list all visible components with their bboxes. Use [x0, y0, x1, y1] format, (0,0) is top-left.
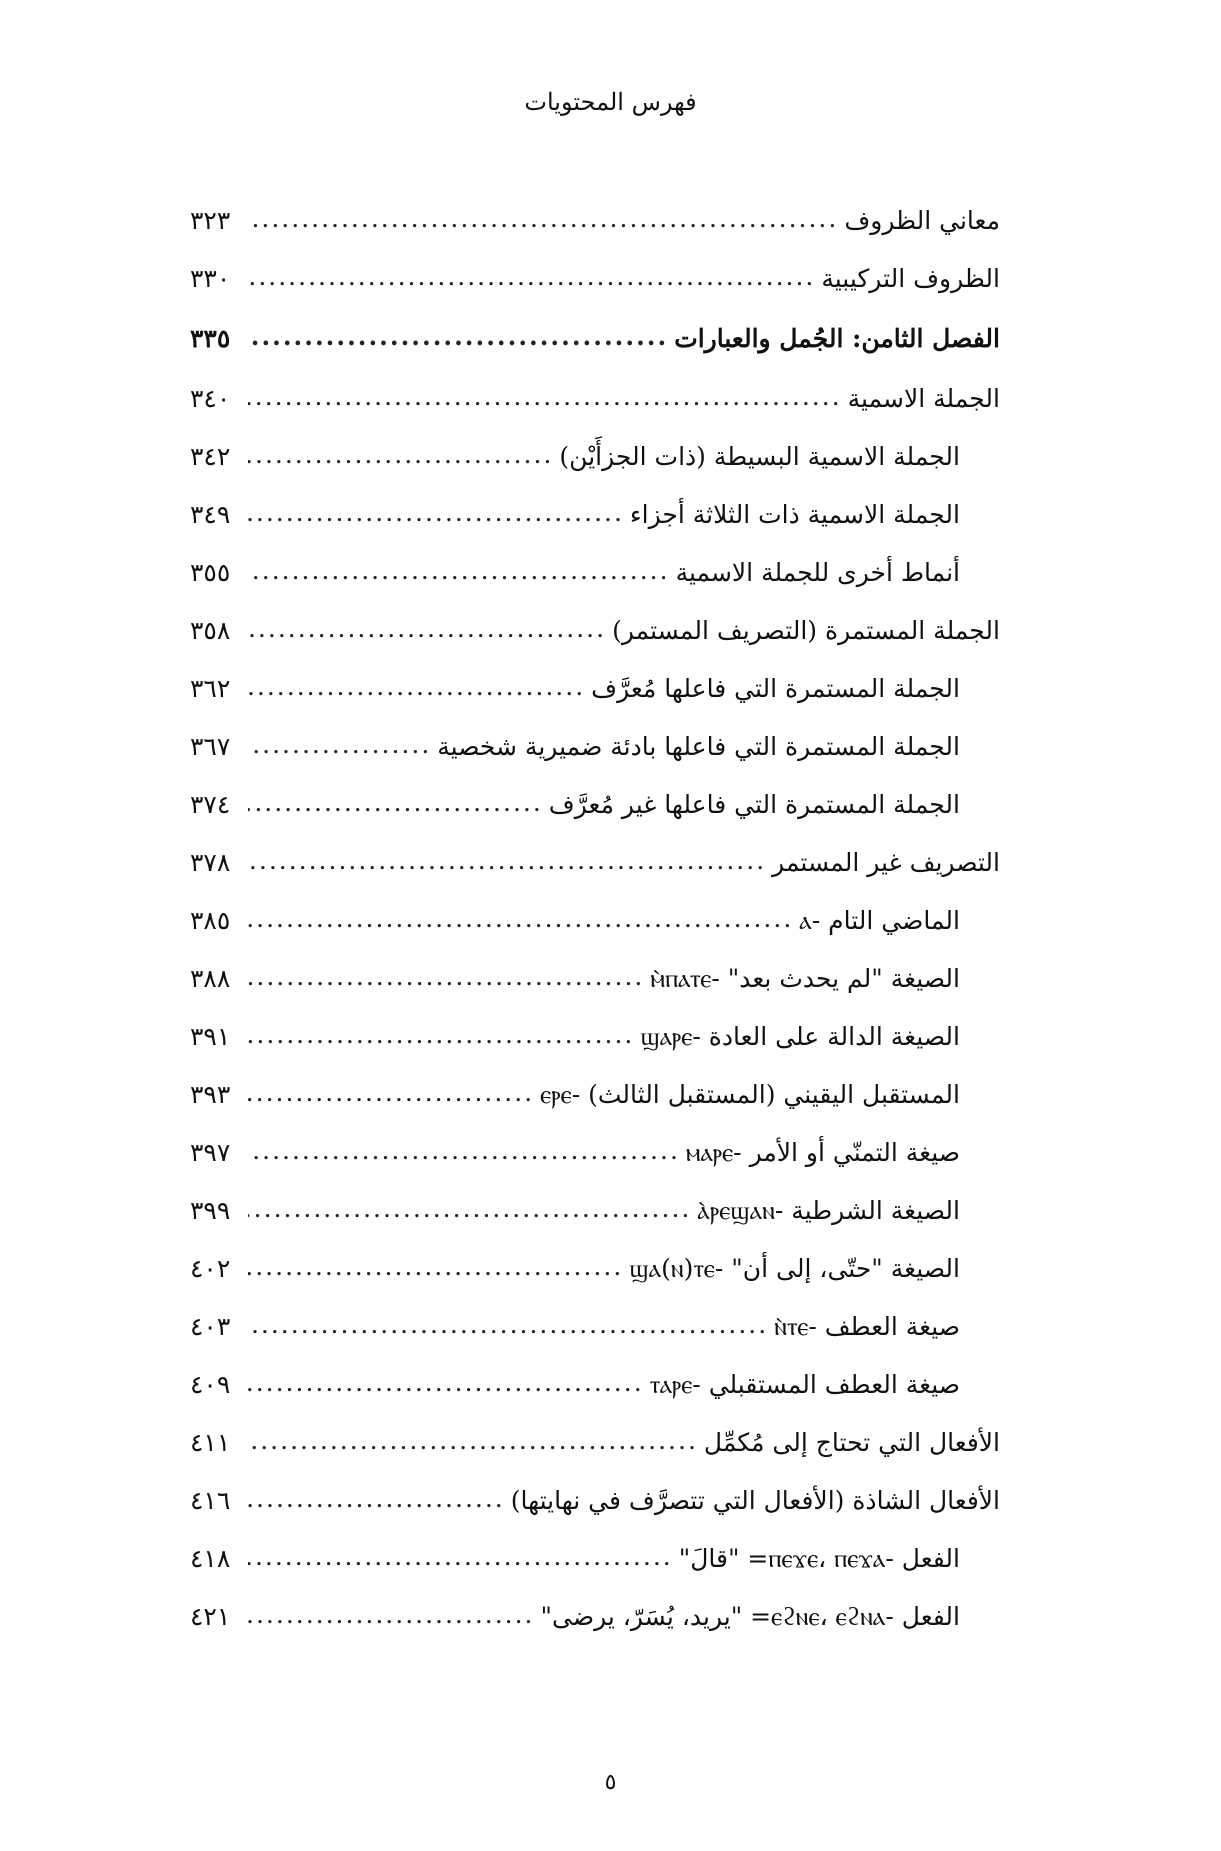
toc-entry	[190, 1414, 1000, 1472]
dot-leader	[248, 600, 606, 658]
toc-entry	[190, 1124, 1000, 1182]
toc-entry-page: ٤٠٣	[190, 1312, 231, 1341]
toc-entry	[190, 1588, 1000, 1646]
toc-entry-title: الأفعال التي تحتاج إلى مُكمِّل	[703, 1428, 1000, 1457]
toc-entry-title: معاني الظروف	[844, 206, 1000, 235]
toc-entry-title: الصيغة "لم يحدث بعد" -ⲙ̀ⲡⲁⲧⲉ	[650, 964, 960, 993]
dot-leader	[248, 1006, 634, 1064]
toc-entry-title: الجملة الاسمية البسيطة (ذات الجزأَيْن)	[559, 442, 960, 471]
dot-leader	[248, 1180, 691, 1238]
toc-entry-page: ٣٣٥	[190, 324, 231, 353]
toc-entry-page: ٤١١	[190, 1428, 231, 1457]
toc-entry	[190, 1182, 1000, 1240]
toc-entry-page: ٣٦٧	[190, 732, 231, 761]
dot-leader	[248, 774, 543, 832]
toc-entry-title: الفصل الثامن: الجُمل والعبارات	[674, 324, 1000, 353]
dot-leader	[248, 832, 766, 890]
toc-entry	[190, 1530, 1000, 1588]
dot-leader	[248, 658, 585, 716]
toc-entry	[190, 192, 1000, 250]
toc-entry-page: ٣٩١	[190, 1022, 231, 1051]
toc-entry	[190, 950, 1000, 1008]
dot-leader	[248, 1528, 673, 1586]
dot-leader	[248, 1064, 534, 1122]
toc-entry-page: ٣٥٨	[190, 616, 231, 645]
toc-entry-title: الصيغة "حتّى، إلى أن" -ϣⲁ(ⲛ)ⲧⲉ	[629, 1254, 960, 1283]
toc-entry	[190, 486, 1000, 544]
dot-leader	[248, 1238, 623, 1296]
toc-entry-title: الجملة المستمرة (التصريف المستمر)	[612, 616, 1000, 645]
toc-chapter-entry	[190, 310, 1000, 368]
toc-entry-title: أنماط أخرى للجملة الاسمية	[675, 558, 960, 587]
toc-entry-page: ٣٧٨	[190, 848, 231, 877]
toc-entry	[190, 1008, 1000, 1066]
toc-entry	[190, 660, 1000, 718]
dot-leader	[248, 368, 842, 426]
toc-entry	[190, 1240, 1000, 1298]
toc-entry-title: الأفعال الشاذة (الأفعال التي تتصرَّف في نهايتها)	[510, 1486, 1000, 1515]
toc-entry-page: ٣٦٢	[190, 674, 231, 703]
toc-entry-title: الفعل -ⲉϩⲛⲉ، ⲉϩⲛⲁ= "يريد، يُسَرّ، يرضى"	[540, 1602, 960, 1631]
toc-entry-page: ٤٢١	[190, 1602, 231, 1631]
toc-entry-page: ٣٢٣	[190, 206, 231, 235]
dot-leader	[248, 948, 644, 1006]
toc-entry	[190, 428, 1000, 486]
dot-leader	[248, 1296, 768, 1354]
toc-entry-title: الصيغة الدالة على العادة -ϣⲁⲣⲉ	[640, 1022, 960, 1051]
toc-entry-title: الجملة المستمرة التي فاعلها بادئة ضميرية شخصية	[437, 732, 960, 761]
toc-entry-title: الجملة الاسمية	[847, 384, 1000, 413]
dot-leader	[248, 542, 670, 600]
toc-entry	[190, 718, 1000, 776]
dot-leader	[248, 716, 431, 774]
toc-entry-page: ٣٤٢	[190, 442, 231, 471]
toc-entry	[190, 776, 1000, 834]
running-head: فهرس المحتويات	[524, 88, 697, 116]
toc-entry-page: ٤٠٢	[190, 1254, 231, 1283]
toc-entry	[190, 250, 1000, 308]
dot-leader	[248, 1586, 535, 1644]
toc-entry-page: ٤٠٩	[190, 1370, 231, 1399]
dot-leader	[248, 426, 553, 484]
toc-entry-title: الماضي التام -ⲁ	[799, 906, 960, 935]
toc-entry-page: ٣٩٩	[190, 1196, 231, 1225]
toc-entry-title: الفعل -ⲡⲉϫⲉ، ⲡⲉϫⲁ= "قالَ"	[678, 1544, 960, 1573]
toc-entry-title: صيغة العطف المستقبلي -ⲧⲁⲣⲉ	[649, 1370, 960, 1399]
toc-entry-page: ٣٣٠	[190, 264, 231, 293]
dot-leader	[248, 1412, 698, 1470]
toc-entry	[190, 1066, 1000, 1124]
toc-entry	[190, 1356, 1000, 1414]
toc-entry	[190, 892, 1000, 950]
toc-entry-title: الجملة المستمرة التي فاعلها غير مُعرَّف	[548, 790, 960, 819]
toc-entry	[190, 370, 1000, 428]
toc-entry-title: الظروف التركيبية	[821, 264, 1000, 293]
toc-entry-page: ٣٩٣	[190, 1080, 231, 1109]
toc-entry-page: ٣٤٩	[190, 500, 231, 529]
dot-leader	[248, 248, 815, 306]
toc-entry	[190, 544, 1000, 602]
toc-entry-title: التصريف غير المستمر	[772, 848, 1000, 877]
dot-leader	[248, 308, 668, 366]
toc-entry-title: صيغة العطف -ⲛ̀ⲧⲉ	[774, 1312, 960, 1341]
toc-entry	[190, 834, 1000, 892]
toc-entry-page: ٣٤٠	[190, 384, 231, 413]
toc-entry-page: ٣٧٤	[190, 790, 231, 819]
toc-entry	[190, 602, 1000, 660]
toc-entry-title: الجملة المستمرة التي فاعلها مُعرَّف	[591, 674, 960, 703]
toc-entry-title: الصيغة الشرطية -ⲁ̀ⲣⲉϣⲁⲛ	[697, 1196, 960, 1225]
table-of-contents	[190, 192, 1000, 1646]
dot-leader	[248, 484, 624, 542]
toc-entry-page: ٣٩٧	[190, 1138, 231, 1167]
dot-leader	[248, 1354, 644, 1412]
dot-leader	[248, 190, 838, 248]
toc-entry-title: المستقبل اليقيني (المستقبل الثالث) -ⲉⲣⲉ	[540, 1080, 960, 1109]
toc-entry	[190, 1472, 1000, 1530]
toc-entry-page: ٤١٨	[190, 1544, 231, 1573]
toc-entry-page: ٣٨٨	[190, 964, 231, 993]
toc-entry-title: الجملة الاسمية ذات الثلاثة أجزاء	[629, 500, 960, 529]
toc-entry-page: ٤١٦	[190, 1486, 231, 1515]
dot-leader	[248, 890, 793, 948]
toc-entry-page: ٣٨٥	[190, 906, 231, 935]
dot-leader	[248, 1122, 680, 1180]
toc-entry	[190, 1298, 1000, 1356]
toc-entry-page: ٣٥٥	[190, 558, 231, 587]
toc-entry-title: صيغة التمنّي أو الأمر -ⲙⲁⲣⲉ	[685, 1138, 960, 1167]
dot-leader	[248, 1470, 505, 1528]
page-number: ٥	[604, 1770, 617, 1795]
